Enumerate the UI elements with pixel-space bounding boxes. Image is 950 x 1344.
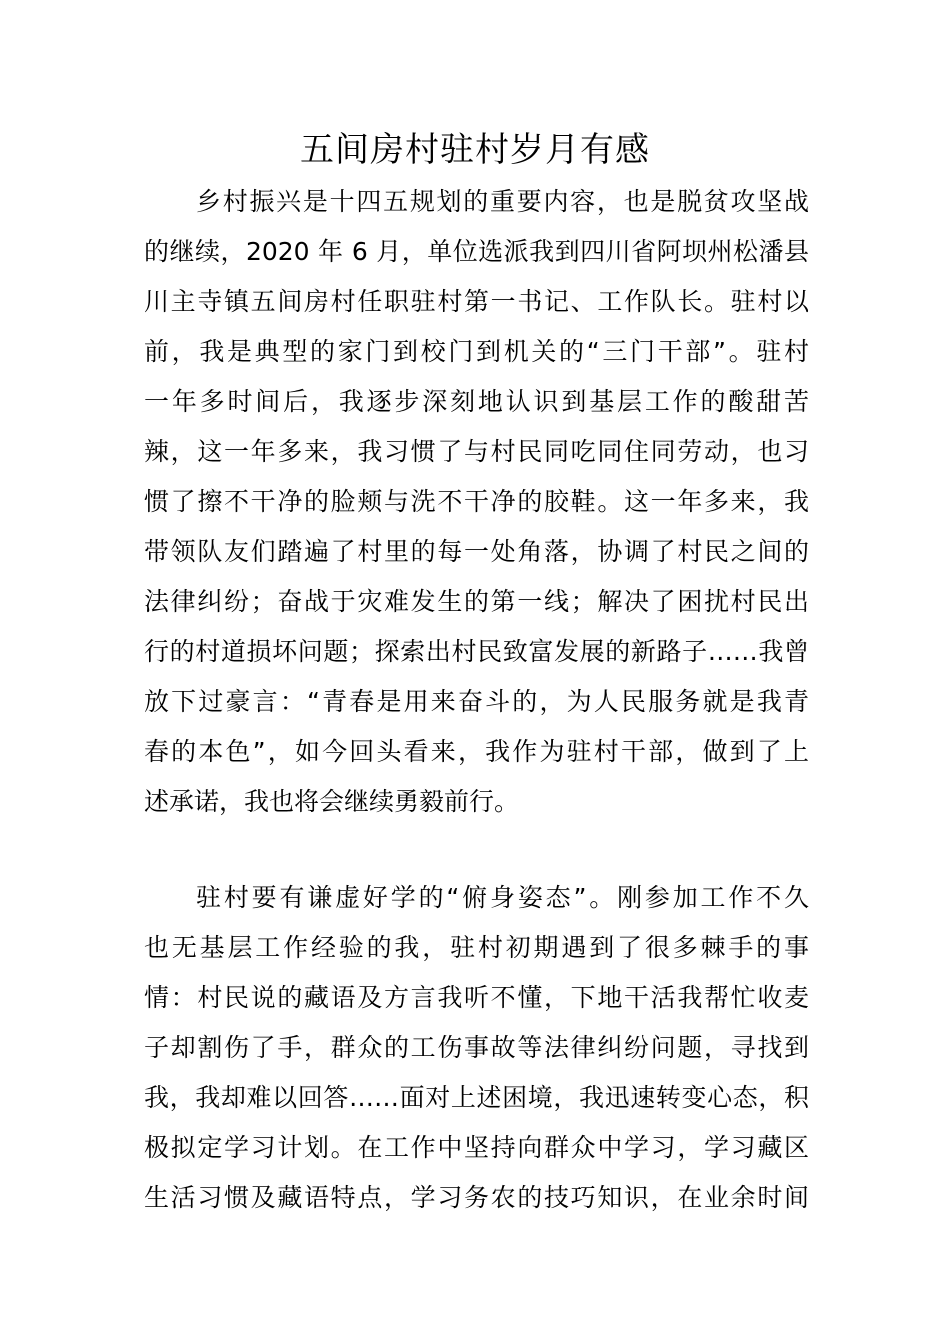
paragraph-2 bbox=[144, 873, 809, 1223]
paragraph-line: 放下过豪言：“青春是用来奋斗的，为人民服务就是我青 bbox=[144, 687, 809, 716]
paragraph-line: 带领队友们踏遍了村里的每一处角落，协调了村民之间的 bbox=[144, 537, 809, 566]
paragraph-line: 我，我却难以回答……面对上述困境，我迅速转变心态，积 bbox=[144, 1083, 809, 1112]
paragraph-line: 惯了擦不干净的脸颊与洗不干净的胶鞋。这一年多来，我 bbox=[144, 487, 809, 516]
paragraph-1 bbox=[144, 177, 809, 827]
paragraph-line: 情：村民说的藏语及方言我听不懂，下地干活我帮忙收麦 bbox=[144, 983, 809, 1012]
paragraph-line: 辣，这一年多来，我习惯了与村民同吃同住同劳动，也习 bbox=[144, 437, 809, 466]
paragraph-line: 一年多时间后，我逐步深刻地认识到基层工作的酸甜苦 bbox=[144, 387, 809, 416]
paragraph-line: 行的村道损坏问题；探索出村民致富发展的新路子……我曾 bbox=[144, 637, 809, 666]
paragraph-line: 前，我是典型的家门到校门到机关的“三门干部”。驻村 bbox=[144, 337, 809, 366]
document-title: 五间房村驻村岁月有感 bbox=[300, 130, 650, 170]
paragraph-line: 子却割伤了手，群众的工伤事故等法律纠纷问题，寻找到 bbox=[144, 1033, 809, 1062]
paragraph-line: 生活习惯及藏语特点，学习务农的技巧知识，在业余时间 bbox=[144, 1183, 809, 1212]
paragraph-line: 法律纠纷；奋战于灾难发生的第一线；解决了困扰村民出 bbox=[144, 587, 809, 616]
paragraph-line: 的继续，2020 年 6 月，单位选派我到四川省阿坝州松潘县 bbox=[144, 237, 809, 266]
paragraph-line: 乡村振兴是十四五规划的重要内容，也是脱贫攻坚战 bbox=[196, 187, 809, 216]
paragraph-line: 极拟定学习计划。在工作中坚持向群众中学习，学习藏区 bbox=[144, 1133, 809, 1162]
paragraph-line: 川主寺镇五间房村任职驻村第一书记、工作队长。驻村以 bbox=[144, 287, 809, 316]
paragraph-line: 也无基层工作经验的我，驻村初期遇到了很多棘手的事 bbox=[144, 933, 809, 962]
paragraph-line: 驻村要有谦虚好学的“俯身姿态”。刚参加工作不久 bbox=[196, 883, 809, 912]
paragraph-line: 春的本色”，如今回头看来，我作为驻村干部，做到了上 bbox=[144, 737, 809, 766]
paragraph-line: 述承诺，我也将会继续勇毅前行。 bbox=[144, 787, 520, 816]
